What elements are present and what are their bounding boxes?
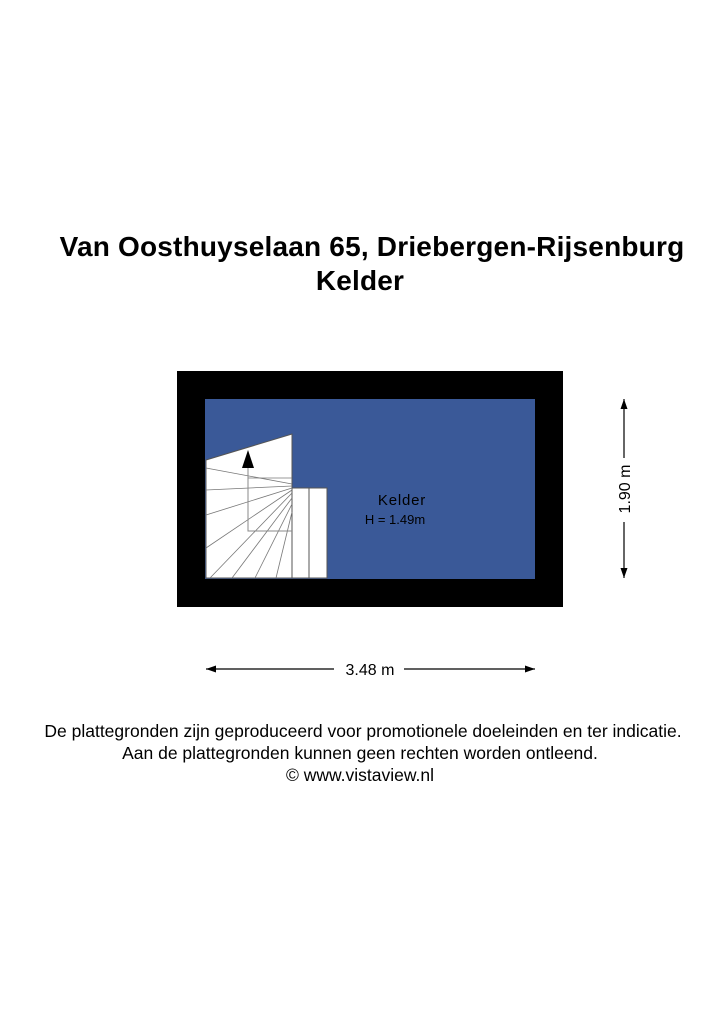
address-title: Van Oosthuyselaan 65, Driebergen-Rijsenburg	[59, 231, 685, 262]
disclaimer-line-1: De plattegronden zijn geproduceerd voor promotionele doeleinden en ter indicatie.	[44, 721, 682, 741]
room-height: H = 1.49m	[364, 512, 426, 527]
width-label: 3.48 m	[345, 662, 395, 679]
disclaimer-line-2: Aan de plattegronden kunnen geen rechten worden ontleend.	[122, 743, 598, 763]
room-name: Kelder	[377, 492, 427, 509]
height-label: 1.90 m	[617, 464, 634, 514]
floor-title: Kelder	[315, 265, 405, 296]
copyright-link[interactable]: © www.vistaview.nl	[285, 765, 435, 785]
